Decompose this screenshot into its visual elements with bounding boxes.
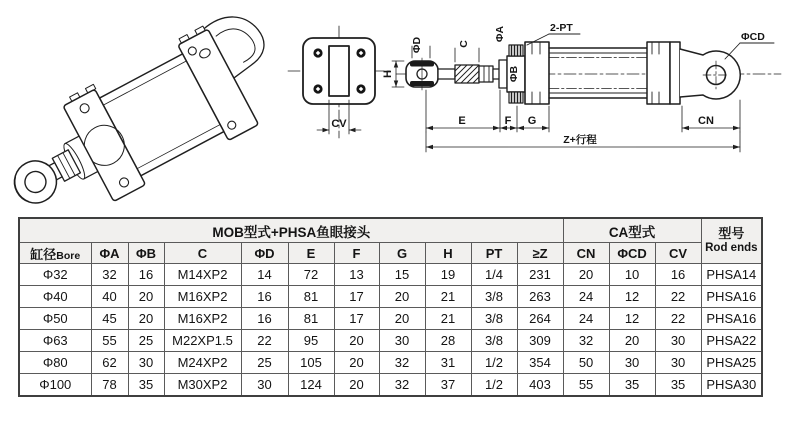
column-header: ≥Z <box>517 243 563 264</box>
spec-cell: 20 <box>609 330 655 352</box>
spec-cell: 32 <box>379 352 425 374</box>
spec-cell: 81 <box>288 286 334 308</box>
column-header: PT <box>471 243 517 264</box>
spec-table <box>18 217 763 397</box>
spec-cell: 55 <box>91 330 128 352</box>
g-dim-label: G <box>527 115 537 127</box>
spec-cell: 35 <box>655 374 701 397</box>
isometric-view <box>0 4 298 215</box>
spec-cell: 1/2 <box>471 352 517 374</box>
spec-cell: 10 <box>609 264 655 286</box>
spec-cell: M22XP1.5 <box>164 330 241 352</box>
spec-cell: 50 <box>563 352 609 374</box>
spec-cell: 25 <box>128 330 164 352</box>
model-column-header <box>701 218 762 264</box>
spec-cell: M24XP2 <box>164 352 241 374</box>
bore-cell: Φ40 <box>19 286 91 308</box>
two-pt-label: 2-PT <box>550 22 573 34</box>
spec-cell: 40 <box>91 286 128 308</box>
column-header: ΦA <box>91 243 128 264</box>
phi-a-dim-label: ΦA <box>494 25 506 43</box>
rod-end-cell: PHSA14 <box>701 264 762 286</box>
rod-end-cell: PHSA22 <box>701 330 762 352</box>
spec-cell: 17 <box>334 286 379 308</box>
spec-cell: 1/2 <box>471 374 517 397</box>
bore-header-en: Bore <box>56 249 81 262</box>
column-header: ΦD <box>241 243 288 264</box>
spec-cell: 30 <box>128 352 164 374</box>
table-row <box>19 330 762 352</box>
spec-cell: 21 <box>425 286 471 308</box>
spec-cell: 15 <box>379 264 425 286</box>
spec-cell: 13 <box>334 264 379 286</box>
column-header: E <box>288 243 334 264</box>
spec-cell: M14XP2 <box>164 264 241 286</box>
spec-cell: 354 <box>517 352 563 374</box>
spec-cell: 37 <box>425 374 471 397</box>
spec-cell: 16 <box>128 264 164 286</box>
spec-cell: 55 <box>563 374 609 397</box>
model-header-en: Rod ends <box>705 241 758 254</box>
spec-cell: 32 <box>379 374 425 397</box>
spec-cell: 72 <box>288 264 334 286</box>
table-row <box>19 352 762 374</box>
table-row <box>19 374 762 397</box>
spec-cell: 20 <box>379 308 425 330</box>
bore-cell: Φ63 <box>19 330 91 352</box>
column-header: H <box>425 243 471 264</box>
column-header: G <box>379 243 425 264</box>
column-header: ΦB <box>128 243 164 264</box>
spec-cell: M16XP2 <box>164 286 241 308</box>
spec-table-body <box>19 264 762 397</box>
spec-cell: 17 <box>334 308 379 330</box>
spec-cell: 95 <box>288 330 334 352</box>
spec-cell: 20 <box>334 330 379 352</box>
rod-end-cell: PHSA30 <box>701 374 762 397</box>
spec-cell: 20 <box>128 286 164 308</box>
phi-cd-dim-label: ΦCD <box>741 31 765 43</box>
spec-cell: 309 <box>517 330 563 352</box>
spec-cell: 16 <box>241 286 288 308</box>
spec-cell: 31 <box>425 352 471 374</box>
bore-column-header <box>19 243 91 264</box>
mob-group-header: MOB型式+PHSA鱼眼接头 <box>19 218 563 243</box>
spec-cell: 20 <box>379 286 425 308</box>
spec-cell: 3/8 <box>471 308 517 330</box>
z-stroke-dim-label: Z+行程 <box>563 134 597 146</box>
table-row <box>19 264 762 286</box>
bore-cell: Φ50 <box>19 308 91 330</box>
spec-cell: 22 <box>655 308 701 330</box>
spec-cell: 263 <box>517 286 563 308</box>
column-header: CV <box>655 243 701 264</box>
group-header-row <box>19 218 762 243</box>
spec-cell: 1/4 <box>471 264 517 286</box>
column-header: F <box>334 243 379 264</box>
column-header-row <box>19 243 762 264</box>
column-header: ΦCD <box>609 243 655 264</box>
spec-cell: 30 <box>655 352 701 374</box>
bore-header-cn: 缸径 <box>30 246 57 262</box>
spec-cell: 3/8 <box>471 330 517 352</box>
ca-group-header: CA型式 <box>563 218 701 243</box>
spec-cell: 19 <box>425 264 471 286</box>
spec-cell: 30 <box>241 374 288 397</box>
rod-end-cell: PHSA25 <box>701 352 762 374</box>
spec-cell: 105 <box>288 352 334 374</box>
spec-cell: 45 <box>91 308 128 330</box>
phi-d-dim-label: ΦD <box>411 36 423 54</box>
spec-cell: 403 <box>517 374 563 397</box>
spec-cell: 35 <box>128 374 164 397</box>
f-dim-label: F <box>504 115 512 127</box>
model-header-cn: 型号 <box>718 225 745 241</box>
spec-cell: 24 <box>563 286 609 308</box>
table-row <box>19 286 762 308</box>
phi-b-dim-label: ΦB <box>508 65 520 83</box>
spec-cell: 78 <box>91 374 128 397</box>
column-header: C <box>164 243 241 264</box>
spec-cell: M30XP2 <box>164 374 241 397</box>
spec-cell: 30 <box>655 330 701 352</box>
spec-cell: 62 <box>91 352 128 374</box>
spec-cell: 20 <box>563 264 609 286</box>
table-row <box>19 308 762 330</box>
spec-cell: 25 <box>241 352 288 374</box>
spec-cell: 20 <box>334 352 379 374</box>
spec-cell: 30 <box>379 330 425 352</box>
bore-cell: Φ80 <box>19 352 91 374</box>
spec-cell: 264 <box>517 308 563 330</box>
spec-cell: 3/8 <box>471 286 517 308</box>
spec-cell: 32 <box>91 264 128 286</box>
spec-cell: 16 <box>655 264 701 286</box>
h-dim-label: H <box>382 70 394 78</box>
rod-end-cell: PHSA16 <box>701 286 762 308</box>
cv-dim-label: CV <box>331 118 347 130</box>
spec-cell: 124 <box>288 374 334 397</box>
spec-cell: 24 <box>563 308 609 330</box>
spec-cell: 12 <box>609 308 655 330</box>
bore-cell: Φ32 <box>19 264 91 286</box>
c-dim-label: C <box>458 40 470 48</box>
spec-cell: 12 <box>609 286 655 308</box>
bore-cell: Φ100 <box>19 374 91 397</box>
spec-cell: 22 <box>655 286 701 308</box>
spec-cell: 16 <box>241 308 288 330</box>
spec-cell: 35 <box>609 374 655 397</box>
spec-cell: 21 <box>425 308 471 330</box>
spec-cell: 231 <box>517 264 563 286</box>
spec-cell: 28 <box>425 330 471 352</box>
spec-cell: 30 <box>609 352 655 374</box>
spec-cell: 32 <box>563 330 609 352</box>
spec-cell: 20 <box>334 374 379 397</box>
e-dim-label: E <box>458 115 466 127</box>
cn-dim-label: CN <box>698 115 714 127</box>
spec-cell: 14 <box>241 264 288 286</box>
column-header: CN <box>563 243 609 264</box>
spec-cell: 20 <box>128 308 164 330</box>
spec-cell: 81 <box>288 308 334 330</box>
spec-cell: M16XP2 <box>164 308 241 330</box>
rod-end-cell: PHSA16 <box>701 308 762 330</box>
spec-cell: 22 <box>241 330 288 352</box>
